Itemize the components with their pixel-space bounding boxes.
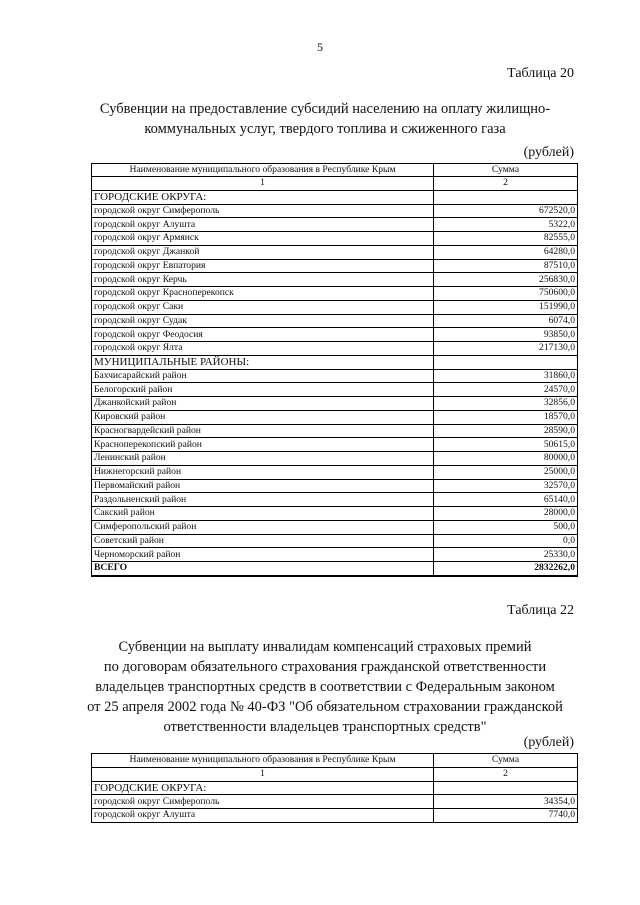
subsidy-amount: 31860,0 (434, 369, 578, 383)
subsidy-amount: 28590,0 (434, 424, 578, 438)
table-row (92, 342, 578, 356)
table-row (92, 218, 578, 232)
table-row (92, 795, 578, 809)
table-row (92, 204, 578, 218)
subsidy-amount: 80000,0 (434, 452, 578, 466)
subsidy-amount: 32856,0 (434, 397, 578, 411)
subsidy-amount: 500,0 (434, 520, 578, 534)
section-empty-cell (434, 355, 578, 369)
municipality-name: городской округ Джанкой (92, 245, 434, 259)
table22 (91, 753, 578, 823)
municipality-name: городской округ Армянск (92, 232, 434, 246)
subsidy-amount: 25000,0 (434, 465, 578, 479)
subsidy-amount: 65140,0 (434, 493, 578, 507)
subsidy-amount: 25330,0 (434, 548, 578, 562)
table20-title (80, 99, 570, 139)
table22-title-line: Субвенции на выплату инвалидам компенсаций страховых премий (118, 639, 532, 655)
subsidy-amount: 64280,0 (434, 245, 578, 259)
page-number: 5 (317, 40, 323, 54)
subsidy-amount: 7740,0 (434, 809, 578, 823)
table22-title-line: по договорам обязательного страхования гражданской ответственности (103, 659, 547, 675)
section-empty-cell (434, 781, 578, 795)
table-row (92, 465, 578, 479)
subsidy-amount: 34354,0 (434, 795, 578, 809)
municipality-name: Ленинский район (92, 452, 434, 466)
table20-label: Таблица 20 (507, 66, 574, 81)
subsidy-amount: 93850,0 (434, 328, 578, 342)
subsidy-amount: 82555,0 (434, 232, 578, 246)
table20-title-line: коммунальных услуг, твердого топлива и сжиженного газа (144, 121, 506, 137)
table-row (92, 397, 578, 411)
subsidy-amount: 28000,0 (434, 507, 578, 521)
table-row (92, 369, 578, 383)
municipality-name: Красногвардейский район (92, 424, 434, 438)
table-row (92, 287, 578, 301)
municipality-name: городской округ Симферополь (92, 795, 434, 809)
section-row (92, 781, 578, 795)
municipality-name: городской округ Алушта (92, 218, 434, 232)
table-row (92, 328, 578, 342)
subsidy-amount: 151990,0 (434, 300, 578, 314)
section-row (92, 355, 578, 369)
column-header-sum: Сумма (434, 164, 578, 177)
table-row (92, 273, 578, 287)
column-number-2: 2 (434, 177, 578, 191)
subsidy-amount: 672520,0 (434, 204, 578, 218)
table22-label: Таблица 22 (507, 603, 574, 618)
table-row (92, 809, 578, 823)
municipality-name: Бахчисарайский район (92, 369, 434, 383)
municipality-name: городской округ Феодосия (92, 328, 434, 342)
table-header-row (92, 754, 578, 768)
municipality-name: Кировский район (92, 410, 434, 424)
table-header-row (92, 164, 578, 177)
municipality-name: городской округ Ялта (92, 342, 434, 356)
municipality-name: Красноперекопский район (92, 438, 434, 452)
table-row (92, 520, 578, 534)
subsidy-amount: 256830,0 (434, 273, 578, 287)
table-row (92, 383, 578, 397)
subsidy-amount: 6074,0 (434, 314, 578, 328)
municipality-name: городской округ Керчь (92, 273, 434, 287)
municipality-name: городской округ Алушта (92, 809, 434, 823)
table22-title-line: ответственности владельцев транспортных средств" (163, 719, 487, 735)
section-empty-cell (434, 190, 578, 204)
municipality-name: Раздольненский район (92, 493, 434, 507)
table22-title (80, 637, 570, 737)
table-row (92, 259, 578, 273)
table20-unit: (рублей) (523, 145, 574, 160)
subsidy-amount: 32570,0 (434, 479, 578, 493)
municipality-name: Сакский район (92, 507, 434, 521)
subsidy-amount: 217130,0 (434, 342, 578, 356)
municipality-name: Первомайский район (92, 479, 434, 493)
municipality-name: городской округ Евпатория (92, 259, 434, 273)
table-row (92, 479, 578, 493)
column-header-name: Наименование муниципального образования в Республике Крым (92, 754, 434, 768)
total-row (92, 562, 578, 576)
subsidy-amount: 5322,0 (434, 218, 578, 232)
table-row (92, 548, 578, 562)
table22-title-line: владельцев транспортных средств в соответствии с Федеральным законом (95, 679, 555, 695)
column-number-row (92, 767, 578, 781)
subsidy-amount: 0,0 (434, 534, 578, 548)
total-label: ВСЕГО (92, 562, 434, 576)
municipality-name: городской округ Судак (92, 314, 434, 328)
total-value: 2832262,0 (434, 562, 578, 576)
column-header-sum: Сумма (434, 754, 578, 768)
subsidy-amount: 750600,0 (434, 287, 578, 301)
table-row (92, 424, 578, 438)
municipality-name: Симферопольский район (92, 520, 434, 534)
table-row (92, 493, 578, 507)
table-row (92, 438, 578, 452)
section-label: МУНИЦИПАЛЬНЫЕ РАЙОНЫ: (92, 355, 434, 369)
municipality-name: Джанкойский район (92, 397, 434, 411)
subsidy-amount: 18570,0 (434, 410, 578, 424)
table-row (92, 245, 578, 259)
subsidy-amount: 87510,0 (434, 259, 578, 273)
municipality-name: Советский район (92, 534, 434, 548)
municipality-name: Черноморский район (92, 548, 434, 562)
subsidy-amount: 24570,0 (434, 383, 578, 397)
municipality-name: городской округ Саки (92, 300, 434, 314)
table-row (92, 507, 578, 521)
table-row (92, 410, 578, 424)
column-number-1: 1 (92, 767, 434, 781)
municipality-name: Белогорский район (92, 383, 434, 397)
table-row (92, 300, 578, 314)
column-number-row (92, 177, 578, 191)
table-row (92, 232, 578, 246)
table22-title-line: от 25 апреля 2002 года № 40-ФЗ "Об обязательном страховании гражданской (87, 699, 563, 715)
table-row (92, 534, 578, 548)
section-label: ГОРОДСКИЕ ОКРУГА: (92, 190, 434, 204)
column-header-name: Наименование муниципального образования в Республике Крым (92, 164, 434, 177)
table20-title-line: Субвенции на предоставление субсидий населению на оплату жилищно- (99, 101, 551, 117)
column-number-2: 2 (434, 767, 578, 781)
table-row (92, 452, 578, 466)
municipality-name: городской округ Красноперекопск (92, 287, 434, 301)
section-label: ГОРОДСКИЕ ОКРУГА: (92, 781, 434, 795)
table22-unit: (рублей) (523, 735, 574, 750)
municipality-name: Нижнегорский район (92, 465, 434, 479)
section-row (92, 190, 578, 204)
municipality-name: городской округ Симферополь (92, 204, 434, 218)
table20 (91, 163, 578, 577)
table-row (92, 314, 578, 328)
column-number-1: 1 (92, 177, 434, 191)
subsidy-amount: 50615,0 (434, 438, 578, 452)
